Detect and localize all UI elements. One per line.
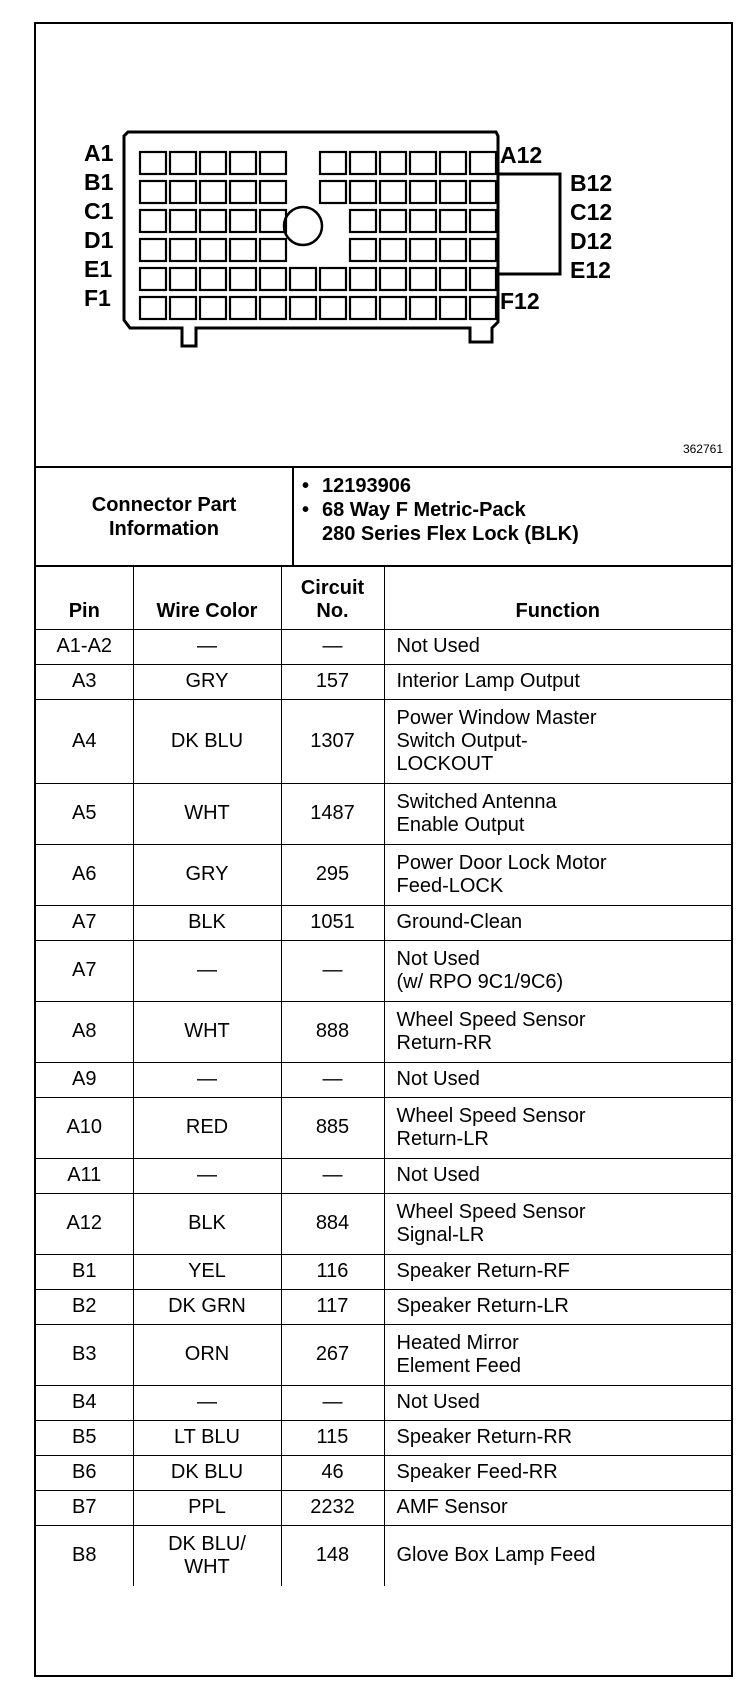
wire-color-cell: WHT [133,783,281,844]
connector-cavity [410,210,436,232]
connector-cavity [140,181,166,203]
wire-color-cell: DK BLU/ WHT [133,1525,281,1586]
connector-cavity [260,152,286,174]
wire-color-cell: LT BLU [133,1420,281,1455]
connector-cavity [350,239,376,261]
pin-cell: A12 [36,1193,133,1254]
function-cell: Not Used [384,1158,731,1193]
wire-color-cell: — [133,940,281,1001]
connector-cavity [140,239,166,261]
label-b12: B12 [570,170,613,196]
connector-cavity [230,210,256,232]
pin-cell: A11 [36,1158,133,1193]
table-row [36,1420,731,1455]
label-e12: E12 [570,257,611,283]
wire-color-cell: DK GRN [133,1289,281,1324]
circuit-cell: 295 [281,844,384,905]
function-cell: Power Door Lock Motor Feed-LOCK [384,844,731,905]
connector-part-info [36,468,731,567]
pin-cell: A7 [36,940,133,1001]
connector-cavity [380,181,406,203]
connector-cavity [200,152,226,174]
table-row [36,629,731,664]
table-row [36,1193,731,1254]
table-row [36,699,731,783]
connector-cavity [440,268,466,290]
circuit-cell: 884 [281,1193,384,1254]
connector-cavity [320,297,346,319]
connector-cavity [320,268,346,290]
connector-cavity [230,239,256,261]
connector-cavity [350,152,376,174]
header-circuit: Circuit No. [281,567,384,629]
connector-face-drawing [36,24,731,468]
label-a12: A12 [500,142,543,168]
connector-cavity [170,239,196,261]
wire-color-cell: DK BLU [133,1455,281,1490]
header-function: Function [384,567,731,629]
pin-cell: B7 [36,1490,133,1525]
wire-color-cell: PPL [133,1490,281,1525]
table-row [36,1385,731,1420]
connector-cavity [230,268,256,290]
circuit-cell: 1307 [281,699,384,783]
pin-cell: B1 [36,1254,133,1289]
label-a1: A1 [84,140,114,166]
function-cell: Wheel Speed Sensor Signal-LR [384,1193,731,1254]
figure-number: 362761 [682,442,723,456]
connector-cavity [440,239,466,261]
table-row [36,783,731,844]
pin-cell: A7 [36,905,133,940]
connector-cavity [200,239,226,261]
connector-cavity [170,152,196,174]
pin-cell: B5 [36,1420,133,1455]
circuit-cell: 46 [281,1455,384,1490]
pin-cell: B4 [36,1385,133,1420]
function-cell: Not Used [384,1385,731,1420]
table-row [36,1324,731,1385]
connector-cavity [170,297,196,319]
connector-cavity [380,210,406,232]
connector-cavity [470,268,496,290]
connector-cavity [140,210,166,232]
wire-color-cell: WHT [133,1001,281,1062]
table-row [36,1001,731,1062]
connector-cavity [410,181,436,203]
function-cell: Speaker Feed-RR [384,1455,731,1490]
table-row [36,1289,731,1324]
circuit-cell: — [281,1158,384,1193]
function-cell: Not Used (w/ RPO 9C1/9C6) [384,940,731,1001]
pin-cell: B6 [36,1455,133,1490]
function-cell: AMF Sensor [384,1490,731,1525]
function-cell: Speaker Return-RF [384,1254,731,1289]
circuit-cell: — [281,940,384,1001]
connector-cavity [290,268,316,290]
circuit-cell: — [281,1062,384,1097]
label-b1: B1 [84,169,114,195]
connector-cavity [170,210,196,232]
connector-cavity [380,239,406,261]
connector-part-number: • 12193906 [298,474,579,498]
function-cell: Heated Mirror Element Feed [384,1324,731,1385]
wire-color-cell: YEL [133,1254,281,1289]
label-d1: D1 [84,227,114,253]
connector-cavity [260,297,286,319]
wire-color-cell: BLK [133,1193,281,1254]
circuit-cell: 148 [281,1525,384,1586]
connector-info-label: Connector Part Information [36,468,294,565]
connector-cavity [410,268,436,290]
connector-key [284,207,322,245]
pin-cell: A3 [36,664,133,699]
connector-cavity [290,297,316,319]
connector-cavity [470,210,496,232]
connector-cavity [410,152,436,174]
wire-color-cell: — [133,1158,281,1193]
connector-cavity [350,210,376,232]
connector-cavity [380,152,406,174]
label-e1: E1 [84,256,113,282]
pin-cell: B3 [36,1324,133,1385]
connector-cavity [470,181,496,203]
connector-cavity [170,181,196,203]
connector-cavity [470,239,496,261]
connector-cavity [470,297,496,319]
label-f1: F1 [84,285,111,311]
connector-cavity [350,181,376,203]
connector-cavity [350,268,376,290]
table-row [36,1062,731,1097]
function-cell: Switched Antenna Enable Output [384,783,731,844]
connector-cavity [380,268,406,290]
wire-color-cell: GRY [133,664,281,699]
pin-cell: A9 [36,1062,133,1097]
label-c1: C1 [84,198,114,224]
circuit-cell: 116 [281,1254,384,1289]
connector-cavity [230,297,256,319]
connector-cavity [350,297,376,319]
connector-cavity [440,181,466,203]
connector-cavity [200,181,226,203]
label-d12: D12 [570,228,613,254]
label-f12: F12 [500,288,540,314]
function-cell: Power Window Master Switch Output- LOCKOUT [384,699,731,783]
table-row [36,905,731,940]
wire-color-cell: — [133,1062,281,1097]
connector-cavity [260,181,286,203]
function-cell: Speaker Return-LR [384,1289,731,1324]
function-cell: Glove Box Lamp Feed [384,1525,731,1586]
connector-cavity [380,297,406,319]
connector-cavity [320,181,346,203]
header-pin: Pin [36,567,133,629]
wire-color-cell: — [133,629,281,664]
connector-cavity [410,239,436,261]
connector-cavity [260,239,286,261]
function-cell: Not Used [384,629,731,664]
connector-cavity [230,152,256,174]
circuit-cell: 1051 [281,905,384,940]
circuit-cell: — [281,629,384,664]
function-cell: Ground-Clean [384,905,731,940]
pin-cell: A5 [36,783,133,844]
wire-color-cell: — [133,1385,281,1420]
connector-info-list [298,474,579,546]
connector-sheet [34,22,733,1677]
table-row [36,1097,731,1158]
circuit-cell: 117 [281,1289,384,1324]
connector-cavity [170,268,196,290]
connector-cavity [140,268,166,290]
wire-color-cell: GRY [133,844,281,905]
pin-cell: A6 [36,844,133,905]
pin-cell: B8 [36,1525,133,1586]
function-cell: Not Used [384,1062,731,1097]
table-row [36,1158,731,1193]
connector-description: • 68 Way F Metric-Pack 280 Series Flex Lock (BLK) [298,498,579,546]
circuit-cell: 1487 [281,783,384,844]
connector-cavity [230,181,256,203]
pin-cell: A10 [36,1097,133,1158]
latch-bracket [498,174,560,274]
connector-cavity [140,297,166,319]
table-row [36,1254,731,1289]
header-wire-color: Wire Color [133,567,281,629]
circuit-cell: 115 [281,1420,384,1455]
function-cell: Wheel Speed Sensor Return-LR [384,1097,731,1158]
pin-cell: A1-A2 [36,629,133,664]
function-cell: Speaker Return-RR [384,1420,731,1455]
table-row [36,1525,731,1586]
circuit-cell: 157 [281,664,384,699]
circuit-cell: 267 [281,1324,384,1385]
table-row [36,1490,731,1525]
label-c12: C12 [570,199,613,225]
pin-cell: B2 [36,1289,133,1324]
wire-color-cell: BLK [133,905,281,940]
wire-color-cell: RED [133,1097,281,1158]
connector-cavity [200,210,226,232]
circuit-cell: 885 [281,1097,384,1158]
table-row [36,664,731,699]
connector-cavity [410,297,436,319]
connector-cavity [440,210,466,232]
connector-cavity [440,152,466,174]
connector-cavity [260,268,286,290]
table-row [36,844,731,905]
table-row [36,1455,731,1490]
circuit-cell: 888 [281,1001,384,1062]
connector-face-figure [36,24,731,468]
wire-color-cell: ORN [133,1324,281,1385]
function-cell: Wheel Speed Sensor Return-RR [384,1001,731,1062]
function-cell: Interior Lamp Output [384,664,731,699]
connector-cavity [440,297,466,319]
pin-table [36,567,731,1586]
pin-cell: A4 [36,699,133,783]
table-row [36,940,731,1001]
connector-cavity [200,297,226,319]
wire-color-cell: DK BLU [133,699,281,783]
connector-cavity [470,152,496,174]
pin-cell: A8 [36,1001,133,1062]
connector-cavity [200,268,226,290]
connector-cavity [140,152,166,174]
table-header-row [36,567,731,629]
connector-cavity [260,210,286,232]
connector-cavity [320,152,346,174]
circuit-cell: 2232 [281,1490,384,1525]
circuit-cell: — [281,1385,384,1420]
